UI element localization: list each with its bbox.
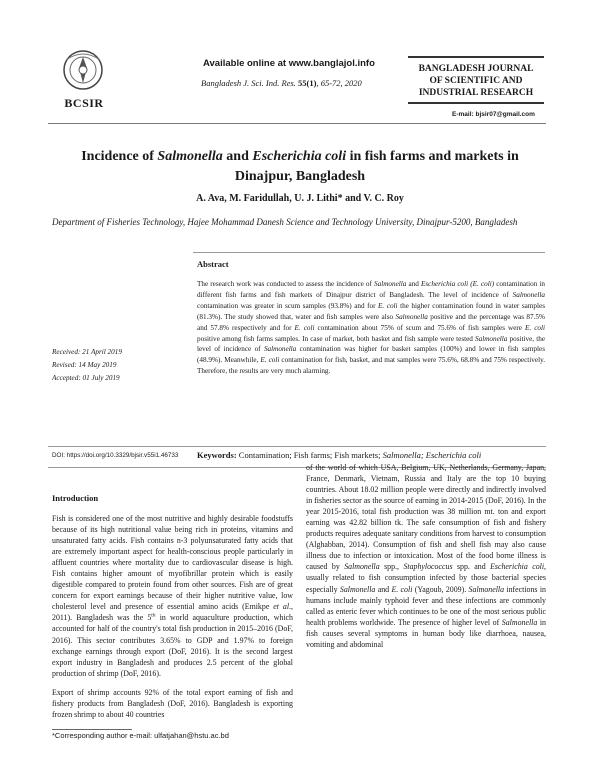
header-divider — [48, 123, 546, 124]
intro-paragraph: Export of shrimp accounts 92% of the total export earning of fish and fishery products from Bangladesh (DoF, 2016). Bangladesh is exporting frozen shrimp to about 40 countries — [52, 687, 293, 719]
keywords-divider-top — [48, 446, 546, 447]
intro-paragraph: Fish is considered one of the most nutritive and highly desirable foodstuffs because of its high nutritional value being rich in proteins, vitamins and unsaturated fatty acids. Fish contains n-3 polyunsaturated fatty acids that are extremely important aspect for health-conscious people particularly in affluent countries where mortality due to cardiovascular disease is high. Fish contains higher amount of myofibrillar protein which is easily digestible compared to protein found from other sources. Fish are of great concern for export earnings because of their higher nutritive value, low cholesterol level and presence of essential amino acids (Emikpe et al., 2011). Bangladesh was the 5th in world aquaculture production, which accounted for half of the country's total fish production in 2015–2016 (DoF, 2016). This sector contributes 3.65% to GDP and 1.97% to foreign exchange earnings through export (DoF, 2016). It is the second largest export industry in Bangladesh and produces 2.5 percent of the global production of shrimp (DoF, 2016). — [52, 514, 293, 678]
revised-date: Revised: 14 May 2019 — [52, 360, 117, 369]
journal-name: BANGLADESH JOURNAL OF SCIENTIFIC AND INDUSTRIAL RESEARCH — [418, 64, 534, 98]
journal-name-box — [408, 56, 544, 104]
abstract-heading: Abstract — [197, 259, 229, 269]
corresponding-author-footnote: *Corresponding author e-mail: ulfatjahan@hstu.ac.bd — [52, 731, 229, 740]
affiliation: Department of Fisheries Technology, Hajee Mohammad Danesh Science and Technology University, Dinajpur-5200, Bangladesh — [52, 217, 518, 227]
intro-left-column — [52, 513, 293, 720]
article-dates — [52, 346, 122, 384]
keywords: Keywords: Contamination; Fish farms; Fish markets; Salmonella; Escherichia coli — [197, 450, 482, 460]
intro-right-column — [306, 462, 546, 650]
intro-paragraph: of the world of which USA, Belgium, UK, Netherlands, Germany, Japan, France, Denmark, Vietnam, Russia and Italy are the top 10 buying countries. About 18.02 million people were directly and indirectly involved in fisheries sector as the source of earning in 2014-2015 (DoF, 2016). In the year 2015-2016, total fish production was 38 million mt. ton and export earning was 42.82 billion tk. The safe consumption of fish and fishery products requires adequate sanitary conditions from harvest to consumption (Alghabban, 2014). Consumption of fish and shell fish may also cause illness due to infection or intoxication. Most of the food borne illness is caused by Salmonella spp., Staphylococcus spp. and Escherichia coli, usually related to fish consumption infected by those bacterial species especially Salmonella and E. coli (Yagoub, 2009). Salmonella infections in humans include mainly typhoid fever and these infections are commonly called as enteric fever which continues to be one of the most serious public health problems worldwide. The presence of higher level of Salmonella in fish causes several symptoms in human body like diarrhoea, nausea, vomiting and abdominal — [306, 463, 547, 649]
journal-citation: Bangladesh J. Sci. Ind. Res. 55(1), 65-72, 2020 — [201, 78, 362, 88]
accepted-date: Accepted: 01 July 2019 — [52, 373, 120, 382]
received-date: Received: 21 April 2019 — [52, 348, 122, 356]
abstract-body: The research work was conducted to assess the incidence of Salmonella and Escherichia coli (E. coli) contamination in different fish farms and fish markets of Dinajpur district of Bangladesh. The level of incidence of Salmonella contamination was greater in scum samples (93.8%) and for E. coli the higher contamination found in water samples (81.3%). The study showed that, water and fish samples were also Salmonella positive and the percentage was 87.5% and 57.8% respectively and for E. coli contamination about 75% of scum and 75.6% of fish samples were E. coli positive among fish farms samples. In case of market, both basket and fish sample were tested Salmonella positive, the level of incidence of Salmonella contamination was higher for basket samples (100%) and lower in fish samples (48.9%). Meanwhile, E. coli contamination for fish, basket, and mat samples were 75.6%, 68.8% and 75% respectively. Therefore, the results are very much alarming. — [197, 280, 546, 376]
journal-email: E-mail: bjsir07@gmail.com — [452, 111, 535, 118]
available-online: Available online at www.banglajol.info — [203, 58, 375, 69]
introduction-heading: Introduction — [52, 493, 99, 503]
footnote-divider — [52, 729, 132, 730]
logo-text: BCSIR — [64, 96, 104, 110]
article-title: Incidence of Salmonella and Escherichia coli in fish farms and markets in Dinajpur, Bangladesh — [81, 149, 519, 184]
authors: A. Ava, M. Faridullah, U. J. Lithi* and V. C. Roy — [196, 193, 404, 204]
abstract-divider — [193, 252, 545, 253]
doi-link[interactable]: DOI: https://doi.org/10.3329/bjsir.v55i1.46733 — [52, 452, 179, 459]
